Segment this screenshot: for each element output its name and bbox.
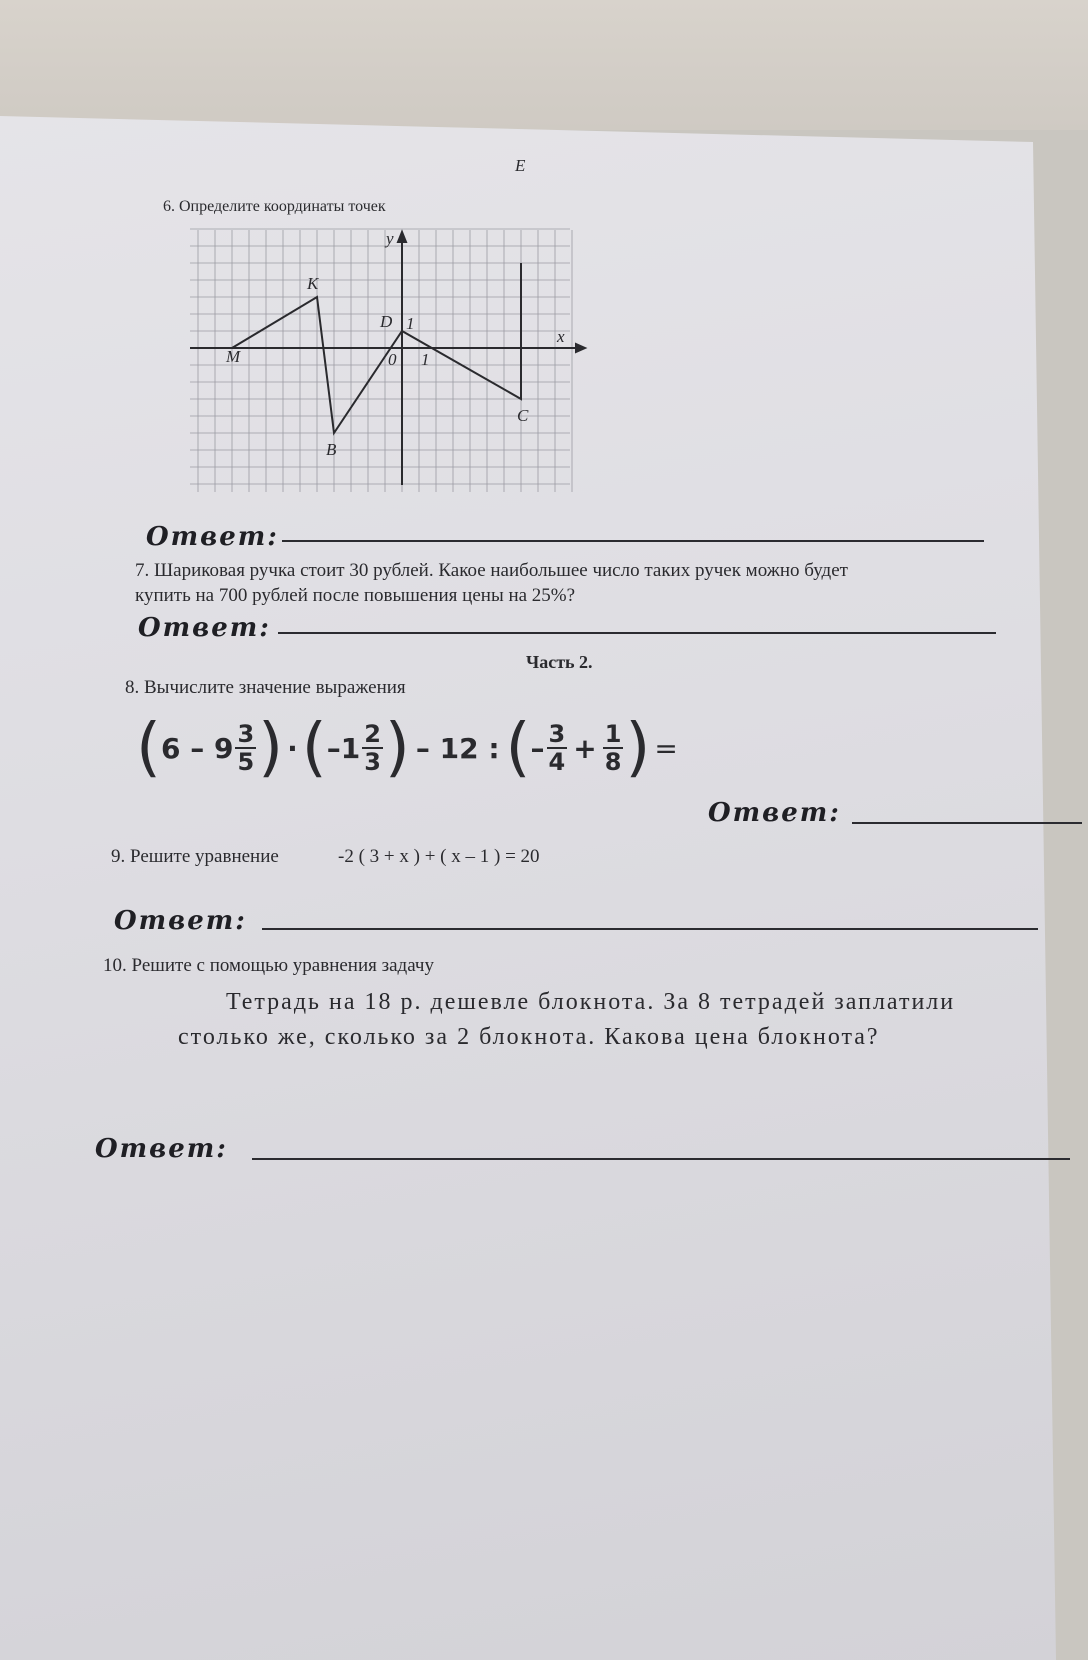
task6-title: 6. Определите координаты точек: [163, 198, 386, 215]
expr-term-b: –1: [326, 731, 361, 765]
fraction-numerator: 3: [548, 719, 566, 748]
task6-answer-label: Ответ:: [146, 522, 279, 552]
point-label-k: K: [307, 274, 319, 293]
task8-answer-label: Ответ:: [708, 798, 841, 828]
expr-plus: +: [573, 731, 597, 765]
fraction-numerator: 2: [364, 719, 381, 748]
point-label-b: B: [326, 440, 337, 459]
x-unit-label: 1: [421, 350, 430, 369]
task7-answer-label: Ответ:: [138, 613, 271, 643]
task10-answer-label: Ответ:: [95, 1134, 228, 1164]
fraction-3-4: [547, 721, 568, 776]
paren-close-1: ): [258, 711, 284, 785]
task9-answer-label: Ответ:: [114, 906, 247, 936]
point-label-e: E: [515, 156, 526, 175]
task10-problem-text: Тетрадь на 18 р. дешевле блокнота. За 8 тетрадей заплатили столько же, сколько за 2 блокнота. Какова цена блокнота?: [178, 989, 956, 1050]
fraction-numerator: 3: [237, 719, 255, 748]
paren-open-1: (: [136, 711, 161, 785]
paren-close-3: ): [625, 711, 651, 785]
expr-minus: –: [530, 731, 545, 765]
origin-label: 0: [388, 350, 397, 369]
point-label-c: C: [517, 406, 529, 425]
point-label-d: D: [380, 312, 393, 331]
desk-background: [0, 0, 1088, 130]
task7-text-line2: купить на 700 рублей после повышения цены на 25%?: [135, 585, 576, 606]
expr-term-a: 6 – 9: [160, 731, 234, 765]
y-unit-label: 1: [406, 314, 415, 333]
y-axis-label: y: [386, 229, 394, 248]
fraction-numerator: 1: [604, 719, 622, 748]
part2-heading: Часть 2.: [526, 652, 593, 672]
task10-title: 10. Решите с помощью уравнения задачу: [103, 955, 434, 976]
task8-expression: [136, 702, 678, 794]
paren-open-2: (: [301, 711, 327, 785]
fraction-denominator: 5: [237, 748, 255, 776]
expr-term-c: – 12 :: [415, 731, 500, 765]
x-axis-label: x: [557, 327, 565, 346]
x-axis-arrow-icon: [576, 344, 585, 352]
fraction-denominator: 3: [364, 748, 381, 776]
task9-answer-line[interactable]: [262, 928, 1038, 930]
fraction-denominator: 4: [548, 748, 566, 776]
task8-answer-line[interactable]: [852, 822, 1082, 824]
task9-equation: -2 ( 3 + x ) + ( x – 1 ) = 20: [338, 846, 540, 867]
point-label-m: M: [226, 347, 241, 366]
paren-open-3: (: [505, 711, 531, 785]
expr-multiply-dot: ·: [287, 731, 298, 765]
task6-answer-line[interactable]: [282, 540, 984, 542]
paren-close-2: ): [384, 711, 410, 785]
expr-equals: =: [654, 731, 678, 765]
y-axis-arrow-icon: [398, 232, 406, 242]
fraction-denominator: 8: [604, 748, 622, 776]
fraction-1-8: [603, 721, 624, 776]
task8-title: 8. Вычислите значение выражения: [125, 677, 406, 698]
fraction-2-3: [362, 721, 383, 776]
fraction-3-5: [235, 721, 256, 776]
task7-answer-line[interactable]: [278, 632, 996, 634]
task10-answer-line[interactable]: [252, 1158, 1070, 1160]
task9-title: 9. Решите уравнение: [111, 846, 279, 867]
task7-text-line1: 7. Шариковая ручка стоит 30 рублей. Какое наибольшее число таких ручек можно будет: [135, 560, 848, 581]
